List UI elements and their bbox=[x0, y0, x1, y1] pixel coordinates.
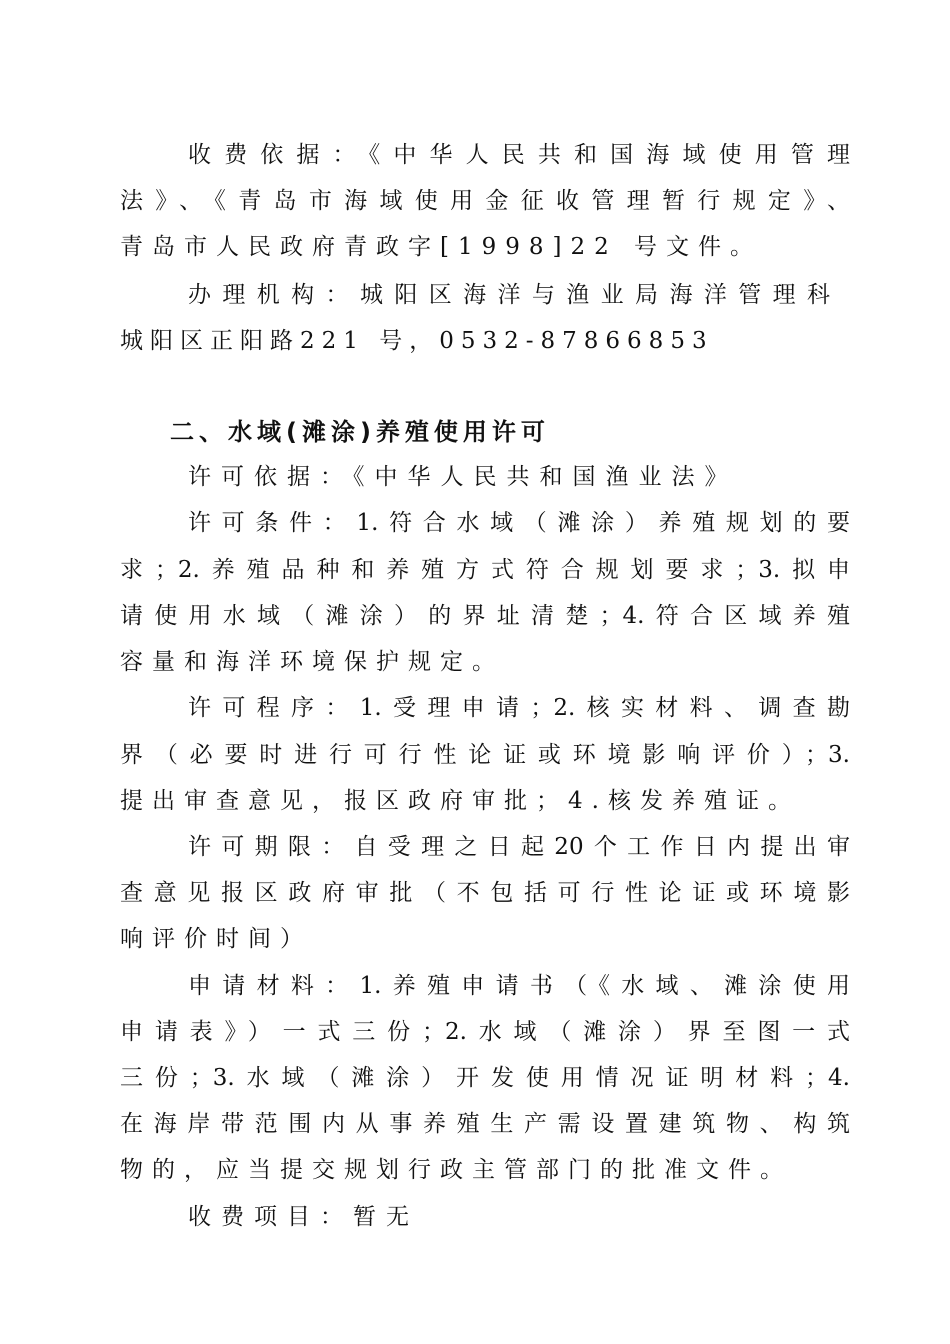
permit-conditions-line-2: 求；2.养殖品种和养殖方式符合规划要求；3.拟申 bbox=[120, 557, 850, 583]
agency-line-1: 办理机构：城阳区海洋与渔业局海洋管理科 bbox=[188, 282, 830, 308]
fee-basis-line-1: 收费依据：《中华人民共和国海域使用管理 bbox=[188, 142, 850, 168]
materials-line-3: 三份；3.水域（滩涂）开发使用情况证明材料；4. bbox=[120, 1065, 850, 1091]
permit-conditions-line-1: 许可条件：1.符合水域（滩涂）养殖规划的要 bbox=[188, 510, 850, 536]
fee-basis-line-2: 法》、《青岛市海域使用金征收管理暂行规定》、 bbox=[120, 188, 850, 214]
materials-line-5: 物的，应当提交规划行政主管部门的批准文件。 bbox=[120, 1157, 792, 1183]
permit-term-line-3: 响评价时间） bbox=[120, 926, 312, 952]
materials-line-2: 申请表》）一式三份；2.水域（滩涂）界至图一式 bbox=[120, 1019, 850, 1045]
materials-line-1: 申请材料：1.养殖申请书（《水域、滩涂使用 bbox=[188, 973, 850, 999]
permit-term-line-2: 查意见报区政府审批（不包括可行性论证或环境影 bbox=[120, 880, 850, 906]
permit-conditions-line-3: 请使用水域（滩涂）的界址清楚；4.符合区域养殖 bbox=[120, 603, 850, 629]
fee-item-line: 收费项目：暂无 bbox=[188, 1204, 419, 1230]
agency-line-2: 城阳区正阳路221 号，0532-87866853 bbox=[120, 328, 714, 354]
materials-line-4: 在海岸带范围内从事养殖生产需设置建筑物、构筑 bbox=[120, 1111, 850, 1137]
permit-basis-line: 许可依据：《中华人民共和国渔业法》 bbox=[188, 464, 738, 490]
permit-procedure-line-3: 提出审查意见，报区政府审批；4.核发养殖证。 bbox=[120, 788, 800, 814]
permit-term-line-1: 许可期限：自受理之日起20个工作日内提出审 bbox=[188, 834, 850, 860]
permit-procedure-line-1: 许可程序：1.受理申请；2.核实材料、调查勘 bbox=[188, 695, 850, 721]
permit-conditions-line-4: 容量和海洋环境保护规定。 bbox=[120, 649, 504, 675]
section-heading: 二、水域(滩涂)养殖使用许可 bbox=[170, 418, 550, 446]
fee-basis-line-3: 青岛市人民政府青政字[1998]22 号文件。 bbox=[120, 234, 763, 260]
permit-procedure-line-2: 界（必要时进行可行性论证或环境影响评价）；3. bbox=[120, 742, 850, 768]
